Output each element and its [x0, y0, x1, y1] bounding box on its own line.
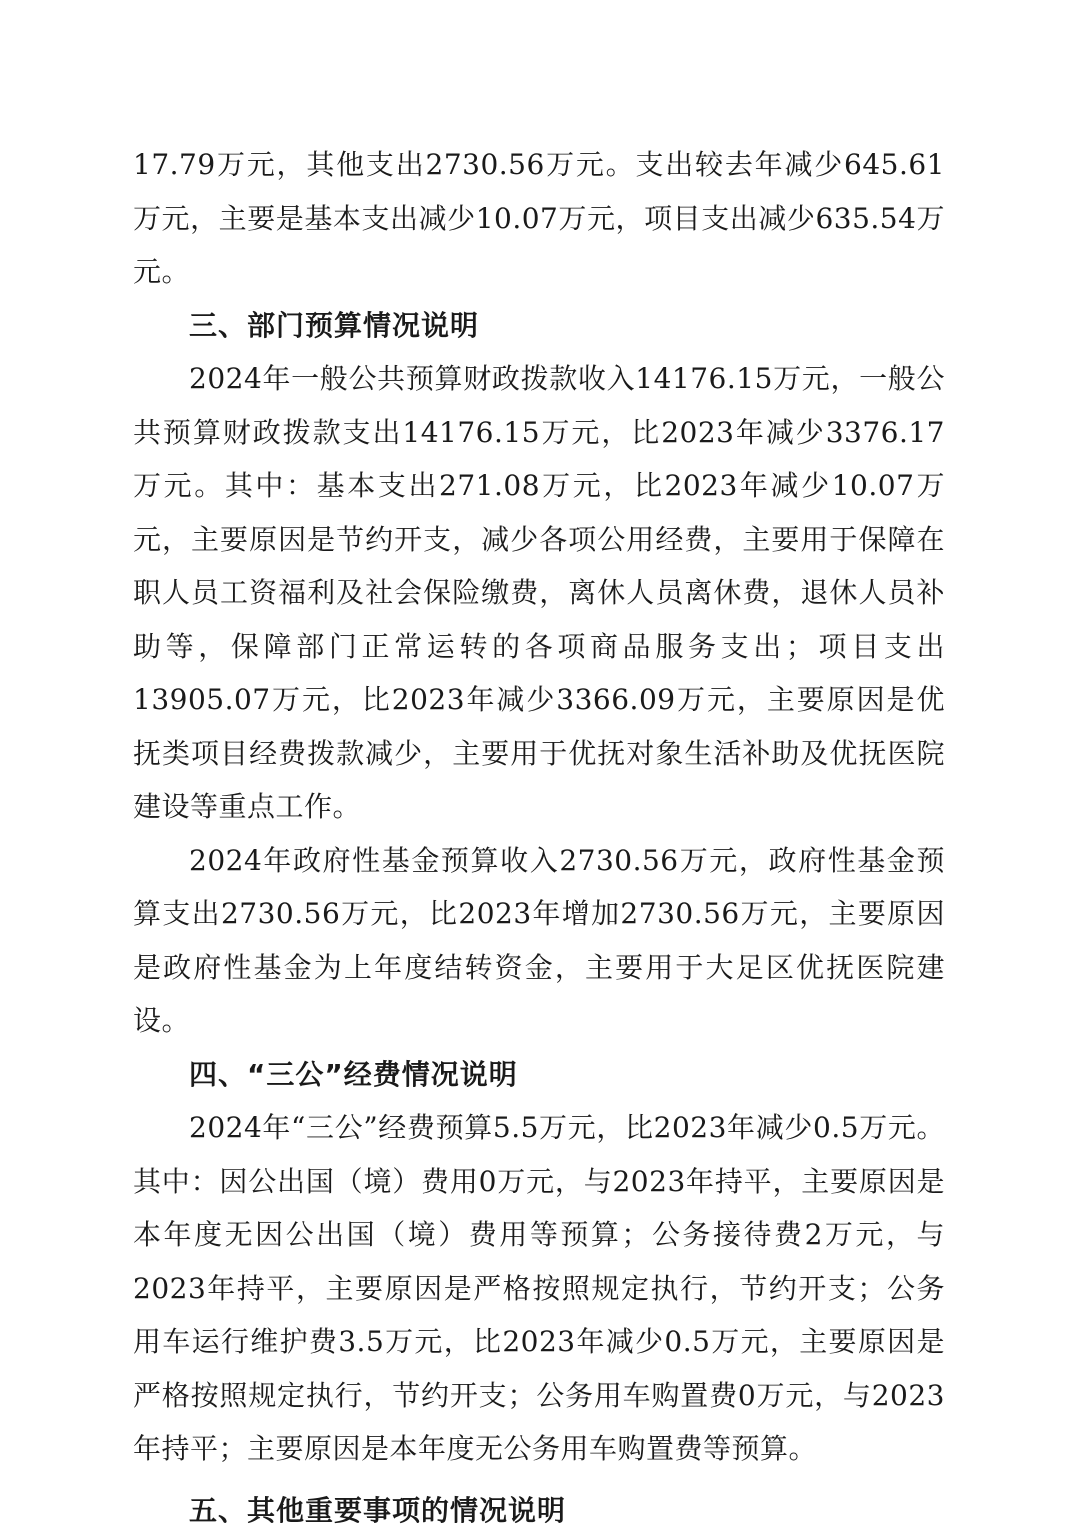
section-heading-department-budget: 三、部门预算情况说明: [133, 299, 945, 353]
paragraph-government-fund: 2024年政府性基金预算收入2730.56万元，政府性基金预算支出2730.56万元，比2023年增加2730.56万元，主要原因是政府性基金为上年度结转资金，主要用于大足区优抚医院建设。: [133, 834, 945, 1048]
paragraph-expenditure-summary: 17.79万元，其他支出2730.56万元。支出较去年减少645.61万元，主要是基本支出减少10.07万元，项目支出减少635.54万元。: [133, 138, 945, 299]
section-heading-three-public-expenses: 四、“三公”经费情况说明: [133, 1048, 945, 1102]
paragraph-general-budget: 2024年一般公共预算财政拨款收入14176.15万元，一般公共预算财政拨款支出14176.15万元，比2023年减少3376.17万元。其中：基本支出271.08万元，比2023年减少10.07万元，主要原因是节约开支，减少各项公用经费，主要用于保障在职人员工资福利及社会保险缴费，离休人员离休费，退休人员补助等，保障部门正常运转的各项商品服务支出；项目支出13905.07万元，比2023年减少3366.09万元，主要原因是优抚类项目经费拨款减少，主要用于优抚对象生活补助及优抚医院建设等重点工作。: [133, 352, 945, 834]
section-heading-other-matters: 五、其他重要事项的情况说明: [133, 1484, 945, 1537]
paragraph-three-public-expenses: 2024年“三公”经费预算5.5万元，比2023年减少0.5万元。其中：因公出国（境）费用0万元，与2023年持平，主要原因是本年度无因公出国（境）费用等预算；公务接待费2万元，与2023年持平，主要原因是严格按照规定执行，节约开支；公务用车运行维护费3.5万元，比2023年减少0.5万元，主要原因是严格按照规定执行，节约开支；公务用车购置费0万元，与2023年持平；主要原因是本年度无公务用车购置费等预算。: [133, 1101, 945, 1476]
document-body: [133, 138, 945, 1537]
